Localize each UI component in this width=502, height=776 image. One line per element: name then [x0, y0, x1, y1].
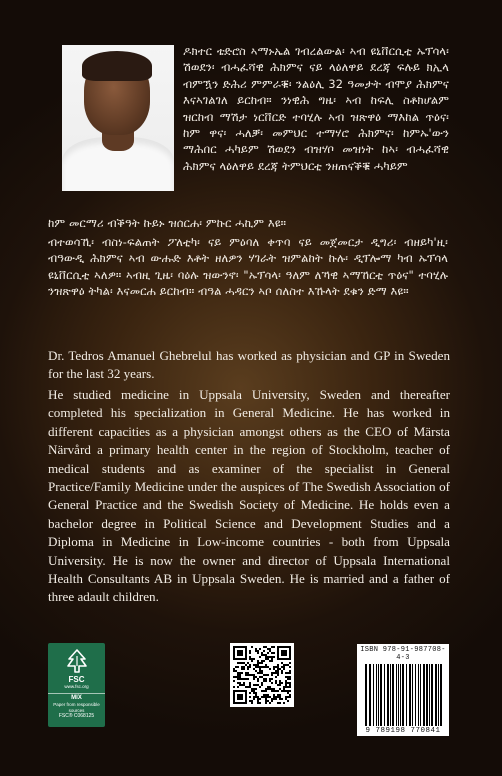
- english-bio-intro: Dr. Tedros Amanuel Ghebrelul has worked as physician and GP in Sweden for the last 32 years.: [48, 348, 450, 382]
- fsc-mix: MIX: [48, 693, 105, 702]
- tigrinya-bio-part2: ከም መርማሪ ብቕዓት ኩይኑ ዝሰርሐ፡ ምኩር ሓኪም እዩ።: [48, 217, 287, 230]
- fsc-code: FSC® C068125: [58, 713, 95, 719]
- fsc-logo: [48, 643, 105, 727]
- isbn-barcode: [357, 644, 449, 736]
- english-bio-details: He studied medicine in Uppsala University, Sweden and thereafter completed his specialization in General Medicine. He has worked in different capacities as a physician amongst others as the CEO of Märsta Närvård a primary health center in the region of Stockholm, teacher of medical students and as examiner of the specialist in General Practice/Family Medicine under the auspices of The Swedish Association of General Practice and the Swedish Society of Medicine. He holds even a bachelor degree in Political Science and Development Studies and a Diploma in Medicine in Low-income countries - both from Uppsala University. He is now the owner and director of Uppsala International Health Consultants AB in Uppsala Sweden. He is married and a father of three adault children.: [48, 387, 450, 605]
- author-hair: [82, 51, 152, 81]
- barcode-bars: [361, 664, 445, 726]
- author-photo: [62, 45, 174, 191]
- isbn-text: ISBN 978-91-987708-4-3: [360, 646, 446, 662]
- fsc-claim: Paper from responsible sources: [53, 702, 100, 713]
- tigrinya-bio-part1: ዶክተር ቴድሮስ ኣማኑኤል ገብረልውል፡ ኣብ ዩኒቨርሲቲ ኡፕሳላ፡ ሽወደን፡ ብሓፈሻዊ ሕክምና ናይ ላዕለዋይ ደረጃ ፍሉይ ክኢላ ብምዃን ድሕሪ ምምራቑ፡ ንልዕሊ 32 ዓመታት ብሞያ ሕክምና እናኣገልገለ ይርከብ። ንነዊሕ ግዜ፡ ኣብ ከፍሊ ስቶክሆልም ዝርከብ ማሽታ ነርቨርድ ተባሂሉ ኣብ ዝጽዋዕ ማእከል ጥዕና፡ ከም ዋና፡ ሓለቓ፡ መምህር ተማሃሮ ሕክምና፡ ከምኡ'ውን ማሕበር ሓካይም ሽወደን ብዝሃቦ መዝነት ከኣ፡ ብሓፈሻዊ ሕክምና ላዕለዋይ ደረጃ ትምህርቲ ንዘጠናቕቑ ሓካይም: [183, 45, 449, 173]
- barcode-number: 9 789198 770841: [365, 727, 441, 735]
- tigrinya-bio-part3: ብተወሳኺ፡ ብስነ-ፍልጠት ፖለቲካ፡ ናይ ምዕባለ ቀጥባ ናይ መጀመርታ ዲግሪ፡ ብዘይካ'ዚ፡ ብዓውዲ ሕክምና ኣብ ውሑድ እቶት ዘለዎን ሃገራት ዝምልከት ኩሉ፡ ዲፕሎማ ካብ ኡፕሳላ ዩኒቨርሲቲ ኣለዎ። ኣብዚ ጊዜ፡ ባዕሉ ዝውንኖ፡ "ኡፕሳላ፡ ዓለም ለኻዊ ኣማኸርቲ ጥዕና" ተባሂሉ ንዝጽዋዕ ትካል፡ እናመርሐ ይርከብ። ብዓል ሓዳርን ኣቦ ሰለስተ እኹላት ደቁን ድማ እዩ።: [48, 236, 448, 299]
- fsc-url: www.fsc.org: [64, 684, 89, 689]
- fsc-tree-icon: [64, 648, 90, 674]
- fsc-brand: FSC: [68, 675, 85, 684]
- qr-code: [230, 643, 294, 707]
